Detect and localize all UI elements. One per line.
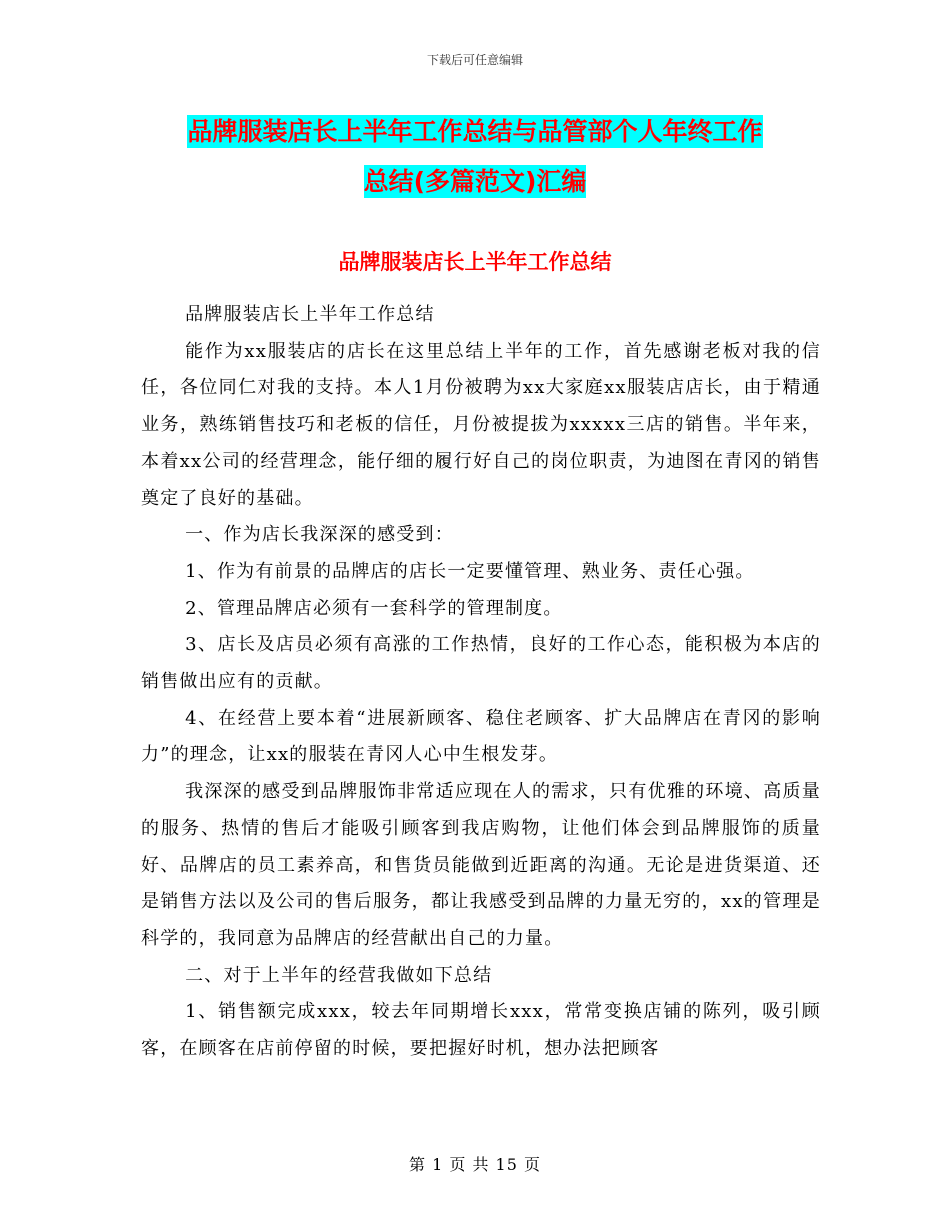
paragraph: 3、店长及店员必须有高涨的工作热情，良好的工作心态，能积极为本店的销售做出应有的贡献。 (141, 634, 821, 693)
paragraph: 一、作为店长我深深的感受到： (185, 524, 454, 546)
paragraph: 我深深的感受到品牌服饰非常适应现在人的需求，只有优雅的环境、高质量的服务、热情的售后才能吸引顾客到我店购物，让他们体会到品牌服饰的质量好、品牌店的员工素养高，和售货员能做到近距离的沟通。无论是进货渠道、还是销售方法以及公司的售后服务，都让我感受到品牌的力量无穷的，xx的管理是科学的，我同意为品牌店的经营献出自己的力量。 (141, 781, 821, 949)
paragraph: 1、销售额完成xxx，较去年同期增长xxx，常常变换店铺的陈列，吸引顾客，在顾客在店前停留的时候，要把握好时机，想办法把顾客 (141, 1001, 821, 1060)
paragraph: 1、作为有前景的品牌店的店长一定要懂管理、熟业务、责任心强。 (185, 560, 755, 582)
document-title-line-2: 总结(多篇范文)汇编 (363, 167, 587, 196)
paragraph: 品牌服装店长上半年工作总结 (185, 304, 435, 325)
paragraph: 2、管理品牌店必须有一套科学的管理制度。 (185, 597, 563, 619)
page-footer: 第 1 页 共 15 页 (409, 1155, 541, 1174)
header-note: 下载后可任意编辑 (426, 53, 523, 67)
paragraph: 二、对于上半年的经营我做如下总结 (185, 964, 493, 986)
paragraph: 能作为xx服装店的店长在这里总结上半年的工作，首先感谢老板对我的信任，各位同仁对我的支持。本人1月份被聘为xx大家庭xx服装店店长，由于精通业务，熟练销售技巧和老板的信任，月份被提拔为xxxxx三店的销售。半年来，本着xx公司的经营理念，能仔细的履行好自己的岗位职责，为迪图在青冈的销售奠定了良好的基础。 (141, 340, 821, 509)
section-title: 品牌服装店长上半年工作总结 (338, 250, 612, 274)
document-title-line-1: 品牌服装店长上半年工作总结与品管部个人年终工作 (187, 117, 763, 146)
body-text (141, 297, 821, 1068)
document-title (0, 107, 950, 207)
paragraph: 4、在经营上要本着“进展新顾客、稳住老顾客、扩大品牌店在青冈的影响力”的理念，让xx的服装在青冈人心中生根发芽。 (141, 707, 821, 766)
